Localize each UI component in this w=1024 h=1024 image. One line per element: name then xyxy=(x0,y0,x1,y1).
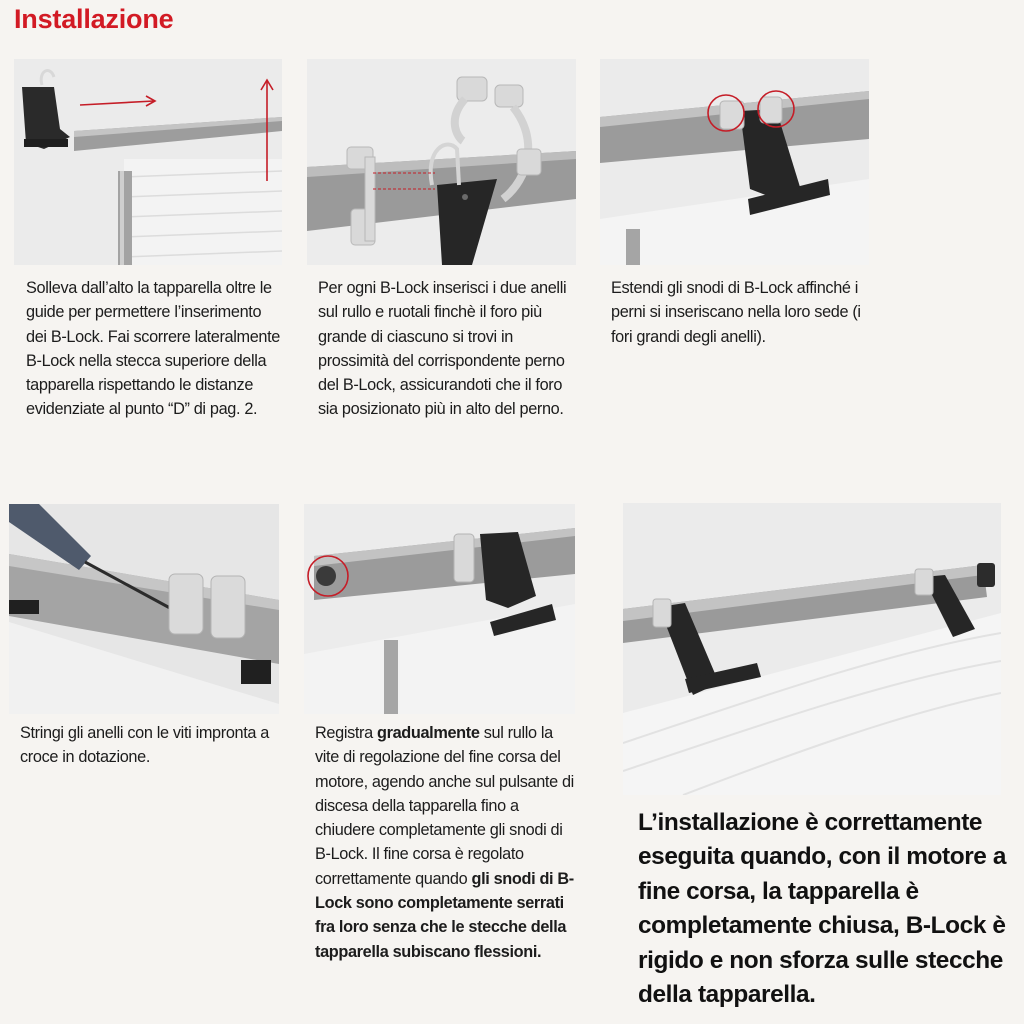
step-5-caption: Registra gradualmente sul rullo la vite di regolazione del fine corsa del motore, agendo anche sul pulsante di discesa della tapparella fino a chiudere completamente gli snodi di B-Lock. Il fine corsa è regolato correttamente quando gli snodi di B-Lock sono completamente serrati fra loro senza che le stecche della tapparella subiscano flessioni. xyxy=(315,724,574,961)
step-2-illustration xyxy=(307,59,576,265)
page-title: Installazione xyxy=(14,4,174,34)
step-1-illustration xyxy=(14,59,282,265)
final-illustration xyxy=(623,503,1001,795)
final-note: L’installazione è correttamente eseguita quando, con il motore a fine corsa, la tapparella è completamente chiusa, B-Lock è rigido e non sforza sulle stecche della tapparella. xyxy=(638,809,1007,1009)
step-1-caption: Solleva dall’alto la tapparella oltre le guide per permettere l’inserimento dei B-Lock. Fai scorrere lateralmente B-Lock nella stecca superiore della tapparella rispettando le distanze evidenziate al punto “D” di pag. 2. xyxy=(26,279,280,419)
step-3-caption: Estendi gli snodi di B-Lock affinché i perni si inseriscano nella loro sede (i fori grandi degli anelli). xyxy=(611,279,861,346)
step-4-illustration xyxy=(9,504,279,714)
step-2-caption: Per ogni B-Lock inserisci i due anelli sul rullo e ruotali finchè il foro più grande di ciascuno si trovi in prossimità del corrispondente perno del B-Lock, assicurandoti che il foro sia posizionato più in alto del perno. xyxy=(318,279,567,419)
step-4-caption: Stringi gli anelli con le viti impronta a croce in dotazione. xyxy=(20,724,269,767)
step-3-illustration xyxy=(600,59,869,265)
step-5-illustration xyxy=(304,504,575,714)
